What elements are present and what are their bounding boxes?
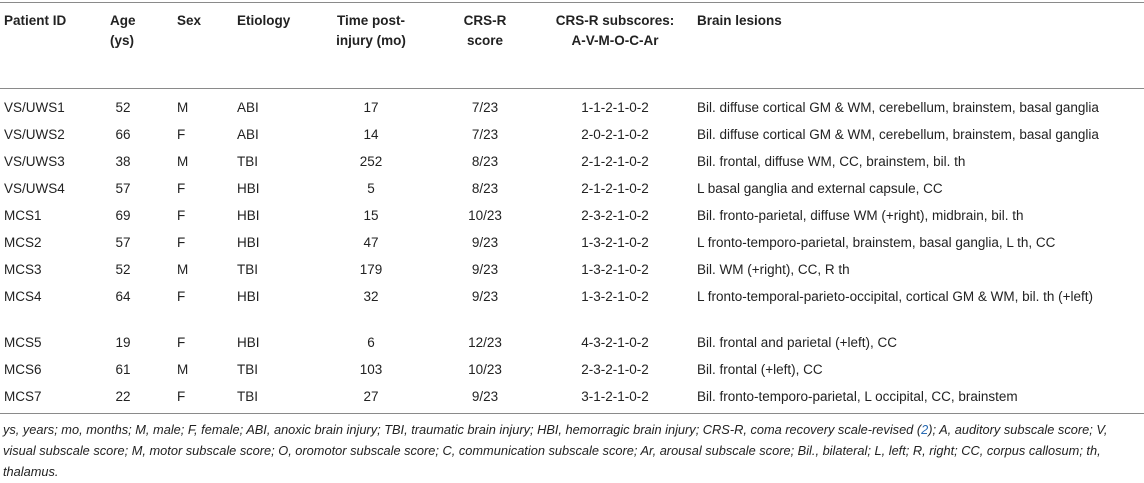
cell-id: MCS2: [4, 235, 42, 250]
cell-sex: F: [177, 235, 186, 250]
header-crsr-subscores: CRS-R subscores: A-V-M-O-C-Ar: [555, 13, 675, 48]
cell-id: MCS5: [4, 335, 42, 350]
header-etiology: Etiology: [237, 13, 291, 28]
cell-etiology: TBI: [237, 154, 259, 169]
cell-etiology: ABI: [237, 100, 259, 115]
header-age: Age (ys): [110, 13, 136, 48]
header-patient-id: Patient ID: [4, 13, 67, 28]
cell-subscores: 4-3-2-1-0-2: [581, 335, 649, 350]
cell-subscores: 2-1-2-1-0-2: [581, 154, 649, 169]
cell-time: 47: [363, 235, 379, 250]
cell-lesions: L fronto-temporal-parieto-occipital, cortical GM & WM, bil. th (+left): [697, 289, 1093, 304]
footnote-text-b: ); A, auditory subscale score; V, visual subscale score; M, motor subscale score; O, oromotor subscale score; C, communication subscale score; Ar, arousal subscale score; Bil., bilateral; L, left; R, right; CC, corpus callosum; th, thalamus.: [3, 422, 1108, 479]
cell-age: 22: [115, 389, 131, 404]
cell-lesions: Bil. frontal and parietal (+left), CC: [697, 335, 897, 350]
cell-age: 69: [115, 208, 131, 223]
cell-age: 57: [115, 235, 131, 250]
cell-lesions: L fronto-temporo-parietal, brainstem, basal ganglia, L th, CC: [697, 235, 1056, 250]
cell-time: 32: [363, 289, 379, 304]
cell-age: 61: [115, 362, 131, 377]
cell-score: 12/23: [468, 335, 502, 350]
cell-subscores: 2-0-2-1-0-2: [581, 127, 649, 142]
header-sex: Sex: [177, 13, 202, 28]
cell-time: 103: [359, 362, 383, 377]
cell-subscores: 1-1-2-1-0-2: [581, 100, 649, 115]
cell-age: 52: [115, 100, 131, 115]
cell-score: 10/23: [468, 208, 502, 223]
cell-id: MCS3: [4, 262, 42, 277]
cell-id: MCS1: [4, 208, 42, 223]
cell-etiology: ABI: [237, 127, 259, 142]
cell-subscores: 1-3-2-1-0-2: [581, 289, 649, 304]
footnote-reference-link[interactable]: 2: [921, 422, 929, 437]
cell-etiology: TBI: [237, 262, 259, 277]
cell-sex: F: [177, 389, 186, 404]
cell-id: VS/UWS4: [4, 181, 65, 196]
cell-score: 7/23: [471, 100, 499, 115]
cell-time: 179: [359, 262, 383, 277]
table-footnote: [3, 419, 1141, 482]
cell-time: 15: [363, 208, 379, 223]
footnote-text-a: ys, years; mo, months; M, male; F, female; ABI, anoxic brain injury; TBI, traumatic brain injury; HBI, hemorragic brain injury; CRS-R, coma recovery scale-revised (: [3, 422, 922, 437]
cell-lesions: Bil. fronto-temporo-parietal, L occipital, CC, brainstem: [697, 389, 1018, 404]
header-rule: [0, 88, 1144, 89]
header-time-post-injury: Time post-injury (mo): [336, 13, 406, 48]
cell-etiology: HBI: [237, 335, 260, 350]
cell-score: 9/23: [471, 289, 499, 304]
cell-time: 5: [367, 181, 375, 196]
cell-lesions: Bil. diffuse cortical GM & WM, cerebellum, brainstem, basal ganglia: [697, 127, 1099, 142]
cell-sex: F: [177, 289, 186, 304]
cell-age: 38: [115, 154, 131, 169]
cell-subscores: 3-1-2-1-0-2: [581, 389, 649, 404]
header-brain-lesions: Brain lesions: [697, 13, 782, 28]
cell-time: 14: [363, 127, 379, 142]
cell-lesions: Bil. frontal (+left), CC: [697, 362, 823, 377]
cell-score: 9/23: [471, 262, 499, 277]
cell-sex: M: [177, 362, 189, 377]
cell-score: 8/23: [471, 154, 499, 169]
top-rule: [0, 2, 1144, 3]
cell-age: 66: [115, 127, 131, 142]
cell-etiology: TBI: [237, 362, 259, 377]
cell-score: 7/23: [471, 127, 499, 142]
cell-etiology: TBI: [237, 389, 259, 404]
cell-subscores: 2-3-2-1-0-2: [581, 208, 649, 223]
cell-lesions: Bil. diffuse cortical GM & WM, cerebellum, brainstem, basal ganglia: [697, 100, 1099, 115]
bottom-rule: [0, 413, 1144, 414]
cell-time: 27: [363, 389, 379, 404]
cell-etiology: HBI: [237, 181, 260, 196]
cell-sex: F: [177, 208, 186, 223]
cell-score: 10/23: [468, 362, 502, 377]
cell-id: MCS6: [4, 362, 42, 377]
cell-subscores: 1-3-2-1-0-2: [581, 262, 649, 277]
cell-score: 9/23: [471, 389, 499, 404]
cell-subscores: 1-3-2-1-0-2: [581, 235, 649, 250]
cell-lesions: Bil. frontal, diffuse WM, CC, brainstem, bil. th: [697, 154, 966, 169]
cell-lesions: Bil. WM (+right), CC, R th: [697, 262, 850, 277]
cell-time: 17: [363, 100, 379, 115]
cell-id: VS/UWS3: [4, 154, 65, 169]
header-crsr-score: CRS-R score: [463, 13, 507, 48]
cell-age: 64: [115, 289, 131, 304]
cell-time: 252: [359, 154, 383, 169]
cell-age: 57: [115, 181, 131, 196]
cell-score: 8/23: [471, 181, 499, 196]
cell-etiology: HBI: [237, 235, 260, 250]
cell-sex: M: [177, 262, 189, 277]
cell-sex: F: [177, 181, 186, 196]
cell-id: MCS7: [4, 389, 42, 404]
cell-sex: M: [177, 100, 189, 115]
cell-subscores: 2-3-2-1-0-2: [581, 362, 649, 377]
cell-etiology: HBI: [237, 289, 260, 304]
cell-age: 52: [115, 262, 131, 277]
cell-id: VS/UWS1: [4, 100, 65, 115]
cell-id: MCS4: [4, 289, 42, 304]
cell-etiology: HBI: [237, 208, 260, 223]
cell-sex: F: [177, 127, 186, 142]
cell-time: 6: [367, 335, 375, 350]
cell-age: 19: [115, 335, 131, 350]
cell-lesions: Bil. fronto-parietal, diffuse WM (+right), midbrain, bil. th: [697, 208, 1024, 223]
cell-id: VS/UWS2: [4, 127, 65, 142]
cell-sex: M: [177, 154, 189, 169]
cell-score: 9/23: [471, 235, 499, 250]
cell-subscores: 2-1-2-1-0-2: [581, 181, 649, 196]
cell-lesions: L basal ganglia and external capsule, CC: [697, 181, 943, 196]
cell-sex: F: [177, 335, 186, 350]
